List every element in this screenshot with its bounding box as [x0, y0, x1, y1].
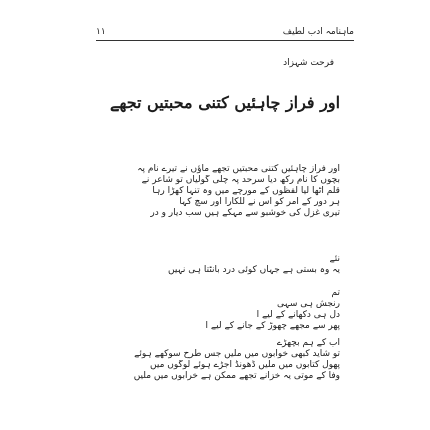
- author-name: فرحت شہزاد: [283, 58, 334, 68]
- text-line: اب کے ہم بچھڑے: [276, 338, 340, 348]
- header-rule: [96, 40, 354, 41]
- text-line: دل ہی دکھانے کے لیے آ: [256, 310, 340, 320]
- running-head: ماہنامہ ادب لطیف: [282, 27, 354, 37]
- text-line: وفا کے موتی یہ خزانے تجھے ممکن ہے خرابوں میں ملیں: [133, 371, 340, 381]
- text-line: رنجش ہی سہی: [277, 299, 340, 309]
- text-block-3: [118, 288, 340, 332]
- text-line: ہر دور کے آمر کو اس نے للکارا اور سچ کہا: [179, 197, 340, 207]
- text-line: بچوں کا نام رکھ دیا سرحد پہ چلی گولیاں تو شاعر نے: [141, 175, 340, 185]
- text-block-2: [118, 254, 340, 276]
- text-line: تو شاید کبھی خوابوں میں ملیں جس طرح سوکھے ہوئے: [134, 349, 340, 359]
- page-header: [96, 26, 354, 40]
- text-line: نئے: [329, 254, 340, 264]
- text-block-1: [118, 164, 340, 219]
- article-title: اور فراز چاہئیں کتنی محبتیں تجھے: [109, 93, 341, 112]
- text-line: یہ وہ بستی ہے جہاں کوئی درد بانٹتا ہی نہیں: [168, 265, 340, 275]
- text-line: پھر سے مجھے چھوڑ کے جانے کے لیے آ: [205, 321, 340, 331]
- text-line: قلم اٹھا لیا لفظوں کے مورچے میں وہ تنہا کھڑا رہا: [152, 186, 340, 196]
- text-line: تم: [331, 288, 340, 298]
- page-number: ۱۱: [96, 27, 106, 37]
- text-line: تیری غزل کی خوشبو سے مہکے ہیں سب دیار و در: [150, 208, 340, 218]
- text-line: اور فراز چاہئیں کتنی محبتیں تجھے ماؤں نے تیرے نام پہ: [137, 164, 340, 174]
- text-line: پھول کتابوں میں ملیں ڈھونڈ اجڑے ہوئے لوگوں میں: [150, 360, 340, 370]
- text-block-4: [118, 338, 340, 382]
